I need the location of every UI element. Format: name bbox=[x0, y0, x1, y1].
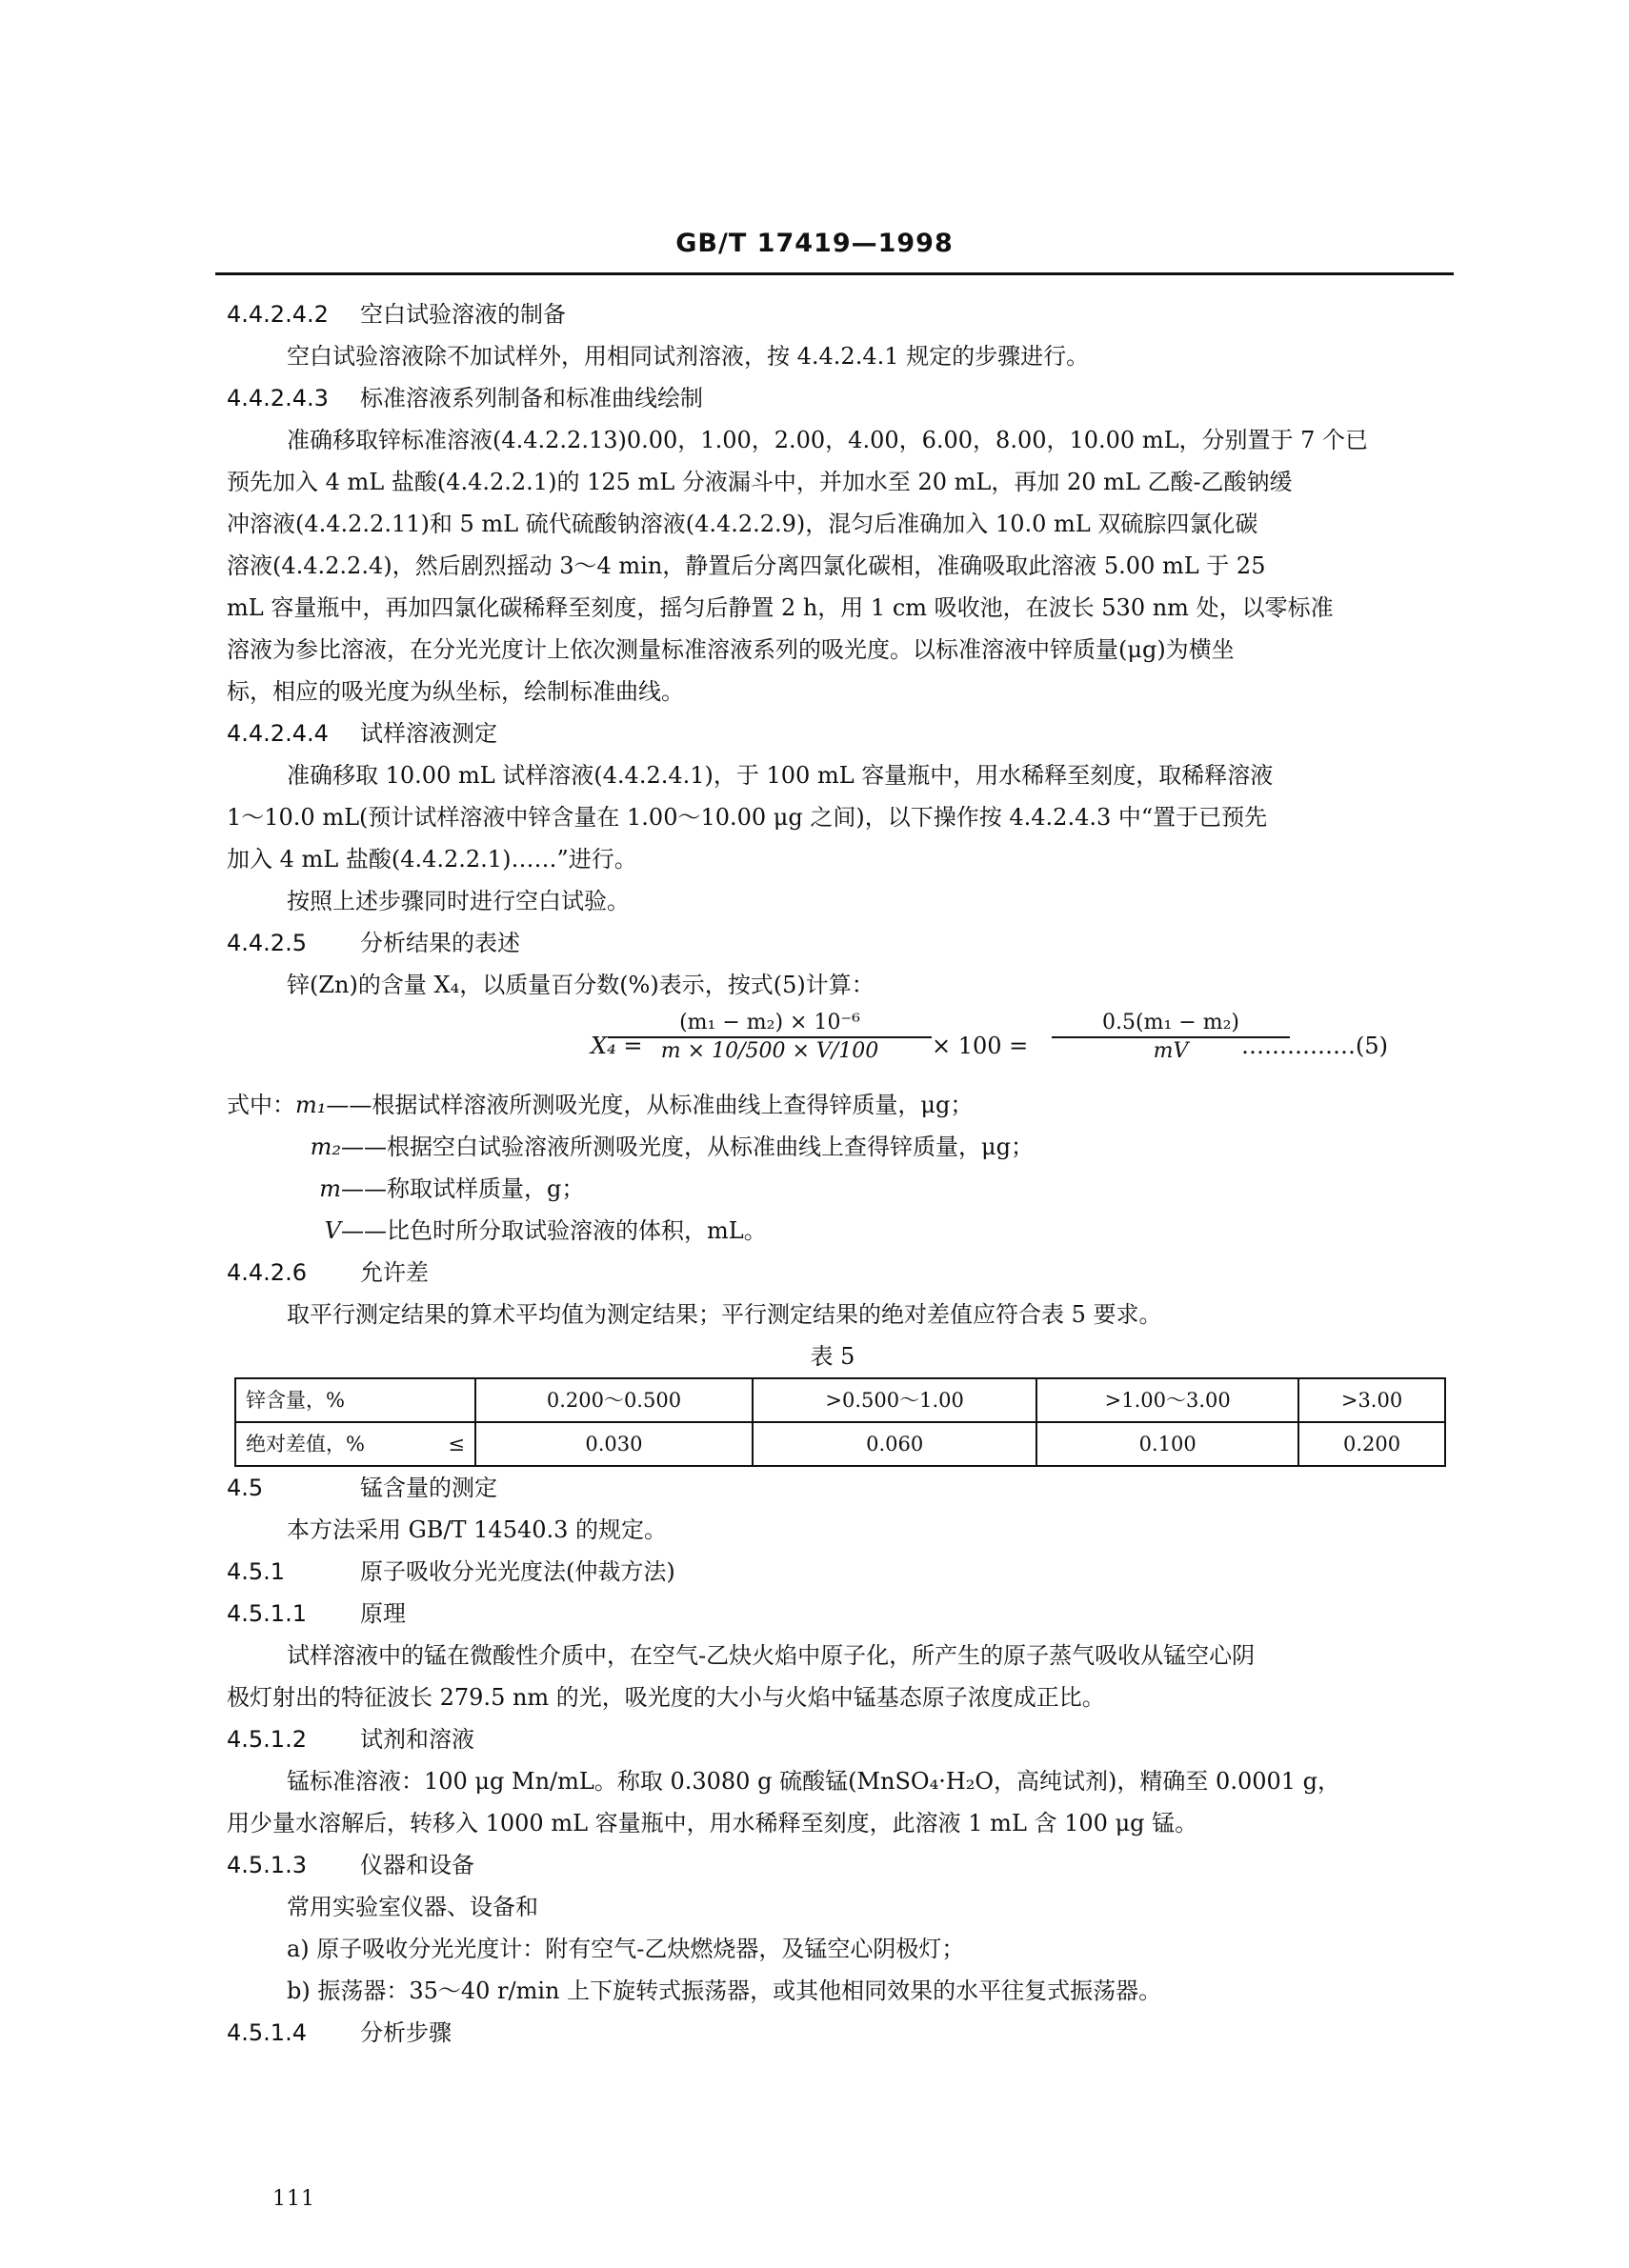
section-heading bbox=[227, 922, 1438, 964]
paragraph-line: 溶液(4.4.2.2.4)，然后剧烈摇动 3～4 min，静置后分离四氯化碳相，准确吸取此溶液 5.00 mL 于 25 bbox=[227, 552, 1266, 579]
paragraph: 常用实验室仪器、设备和 bbox=[287, 1894, 538, 1920]
definition-symbol: m bbox=[319, 1175, 341, 1202]
page-number: 111 bbox=[272, 2187, 315, 2211]
section-heading bbox=[227, 2012, 1438, 2054]
table-row bbox=[235, 1378, 1445, 1422]
table-row-header bbox=[235, 1378, 475, 1422]
table-cell: 0.200 bbox=[1298, 1422, 1445, 1466]
table-cell: 0.030 bbox=[475, 1422, 753, 1466]
section-title: 标准溶液系列制备和标准曲线绘制 bbox=[360, 385, 703, 411]
section-title: 原理 bbox=[360, 1600, 406, 1627]
definition-text: ——根据空白试验溶液所测吸光度，从标准曲线上查得锌质量，μg； bbox=[341, 1134, 1034, 1160]
section-number: 4.4.2.4.2 bbox=[227, 301, 329, 328]
definition-symbol: m₁ bbox=[295, 1092, 327, 1118]
fraction-numerator: 0.5(m₁ − m₂) bbox=[1052, 1010, 1290, 1038]
section-title: 原子吸收分光光度法(仲裁方法) bbox=[360, 1558, 675, 1585]
section-number: 4.5.1.1 bbox=[227, 1600, 307, 1627]
table-cell: 0.100 bbox=[1036, 1422, 1298, 1466]
paragraph-line: 准确移取 10.00 mL 试样溶液(4.4.2.4.1)，于 100 mL 容量瓶中，用水稀释至刻度，取稀释溶液 bbox=[287, 762, 1274, 789]
table-cell: >1.00～3.00 bbox=[1036, 1378, 1298, 1422]
section-number: 4.4.2.4.4 bbox=[227, 720, 329, 747]
section-number: 4.4.2.4.3 bbox=[227, 385, 329, 411]
standard-code-header: GB/T 17419—1998 bbox=[675, 229, 954, 258]
fraction-denominator: m × 10/500 × V/100 bbox=[660, 1039, 879, 1063]
row-header-label: 锌含量，% bbox=[246, 1389, 345, 1412]
list-item: a) 原子吸收分光光度计：附有空气-乙炔燃烧器，及锰空心阴极灯； bbox=[287, 1936, 965, 1962]
paragraph-line: 锰标准溶液：100 μg Mn/mL。称取 0.3080 g 硫酸锰(MnSO₄·H₂O，高纯试剂)，精确至 0.0001 g， bbox=[287, 1768, 1341, 1795]
paragraph-line: 极灯射出的特征波长 279.5 nm 的光，吸光度的大小与火焰中锰基态原子浓度成正比。 bbox=[227, 1684, 1105, 1711]
paragraph-line: 用少量水溶解后，转移入 1000 mL 容量瓶中，用水稀释至刻度，此溶液 1 mL 含 100 μg 锰。 bbox=[227, 1810, 1198, 1836]
variable-definitions bbox=[227, 1084, 1438, 1252]
paragraph-line: 1～10.0 mL(预计试样溶液中锌含量在 1.00～10.00 μg 之间)，以下操作按 4.4.2.4.3 中“置于已预先 bbox=[227, 804, 1268, 831]
tolerance-table bbox=[234, 1377, 1446, 1467]
section-heading bbox=[227, 713, 1438, 754]
paragraph-line: 标，相应的吸光度为纵坐标，绘制标准曲线。 bbox=[227, 678, 684, 705]
paragraph: 本方法采用 GB/T 14540.3 的规定。 bbox=[287, 1516, 668, 1543]
paragraph: 取平行测定结果的算术平均值为测定结果；平行测定结果的绝对差值应符合表 5 要求。 bbox=[287, 1301, 1162, 1328]
section-number: 4.4.2.6 bbox=[227, 1259, 307, 1286]
definition-row bbox=[227, 1210, 1438, 1252]
section-number: 4.5 bbox=[227, 1475, 264, 1501]
definition-row bbox=[227, 1168, 1438, 1210]
table-cell: >3.00 bbox=[1298, 1378, 1445, 1422]
equation-fraction-1 bbox=[608, 1010, 932, 1065]
where-label: 式中： bbox=[227, 1092, 295, 1118]
row-header-label: 绝对差值，% bbox=[246, 1433, 365, 1455]
paragraph: 锌(Zn)的含量 X₄，以质量百分数(%)表示，按式(5)计算： bbox=[287, 972, 875, 998]
paragraph-line: 准确移取锌标准溶液(4.4.2.2.13)0.00，1.00，2.00，4.00，6.00，8.00，10.00 mL，分别置于 7 个已 bbox=[287, 427, 1369, 453]
section-number: 4.4.2.5 bbox=[227, 930, 307, 956]
paragraph-line: 溶液为参比溶液，在分光光度计上依次测量标准溶液系列的吸光度。以标准溶液中锌质量(μg)为横坐 bbox=[227, 636, 1235, 663]
section-number: 4.5.1.3 bbox=[227, 1852, 307, 1878]
fraction-numerator: (m₁ − m₂) × 10⁻⁶ bbox=[608, 1010, 932, 1038]
paragraph: 按照上述步骤同时进行空白试验。 bbox=[287, 888, 630, 914]
paragraph-line: 预先加入 4 mL 盐酸(4.4.2.2.1)的 125 mL 分液漏斗中，并加水至 20 mL，再加 20 mL 乙酸-乙酸钠缓 bbox=[227, 469, 1293, 495]
section-title: 分析步骤 bbox=[360, 2019, 452, 2046]
section-heading bbox=[227, 1467, 1438, 1509]
fraction-denominator: mV bbox=[1153, 1039, 1189, 1063]
paragraph: 空白试验溶液除不加试样外，用相同试剂溶液，按 4.4.2.4.1 规定的步骤进行。 bbox=[287, 343, 1090, 370]
paragraph-line: 冲溶液(4.4.2.2.11)和 5 mL 硫代硫酸钠溶液(4.4.2.2.9)，混匀后准确加入 10.0 mL 双硫腙四氯化碳 bbox=[227, 511, 1258, 537]
row-header-symbol: ≤ bbox=[448, 1433, 465, 1455]
definition-row bbox=[227, 1126, 1438, 1168]
section-title: 试样溶液测定 bbox=[360, 720, 497, 747]
paragraph-line: 试样溶液中的锰在微酸性介质中，在空气-乙炔火焰中原子化，所产生的原子蒸气吸收从锰空心阴 bbox=[287, 1642, 1256, 1669]
table-cell: >0.500～1.00 bbox=[753, 1378, 1036, 1422]
section-heading bbox=[227, 1551, 1438, 1593]
paragraph-line: 加入 4 mL 盐酸(4.4.2.2.1)……”进行。 bbox=[227, 846, 637, 873]
section-title: 锰含量的测定 bbox=[360, 1475, 497, 1501]
section-title: 试剂和溶液 bbox=[360, 1726, 474, 1753]
document-body bbox=[227, 293, 1438, 2054]
table-row-header bbox=[235, 1422, 475, 1466]
equation-middle: × 100 = bbox=[932, 1033, 1029, 1059]
definition-text: ——根据试样溶液所测吸光度，从标准曲线上查得锌质量，μg； bbox=[326, 1092, 974, 1118]
definition-symbol: V bbox=[324, 1217, 341, 1244]
equation-5 bbox=[227, 1010, 1438, 1078]
definition-symbol: m₂ bbox=[310, 1134, 341, 1160]
section-title: 空白试验溶液的制备 bbox=[360, 301, 566, 328]
section-heading bbox=[227, 293, 1438, 335]
section-heading bbox=[227, 1252, 1438, 1294]
section-number: 4.5.1.4 bbox=[227, 2019, 307, 2046]
section-number: 4.5.1.2 bbox=[227, 1726, 307, 1753]
table-cell: 0.060 bbox=[753, 1422, 1036, 1466]
paragraph-line: mL 容量瓶中，再加四氯化碳稀释至刻度，摇匀后静置 2 h，用 1 cm 吸收池，在波长 530 nm 处，以零标准 bbox=[227, 594, 1334, 621]
section-heading bbox=[227, 1718, 1438, 1760]
definition-text: ——称取试样质量，g； bbox=[341, 1175, 585, 1202]
equation-number: ……………(5) bbox=[1241, 1033, 1388, 1059]
definition-text: ——比色时所分取试验溶液的体积，mL。 bbox=[341, 1217, 767, 1244]
section-heading bbox=[227, 1844, 1438, 1886]
definition-row bbox=[227, 1084, 1438, 1126]
section-title: 分析结果的表述 bbox=[360, 930, 520, 956]
table-cell: 0.200～0.500 bbox=[475, 1378, 753, 1422]
section-heading bbox=[227, 1593, 1438, 1635]
section-heading bbox=[227, 377, 1438, 419]
list-item: b) 振荡器：35～40 r/min 上下旋转式振荡器，或其他相同效果的水平往复式振荡器。 bbox=[287, 1977, 1162, 2004]
header-rule bbox=[215, 272, 1454, 275]
section-number: 4.5.1 bbox=[227, 1558, 286, 1585]
section-title: 允许差 bbox=[360, 1259, 429, 1286]
equation-lhs: X₄ = bbox=[591, 1033, 643, 1059]
table-caption: 表 5 bbox=[810, 1343, 855, 1370]
table-row bbox=[235, 1422, 1445, 1466]
section-title: 仪器和设备 bbox=[360, 1852, 474, 1878]
